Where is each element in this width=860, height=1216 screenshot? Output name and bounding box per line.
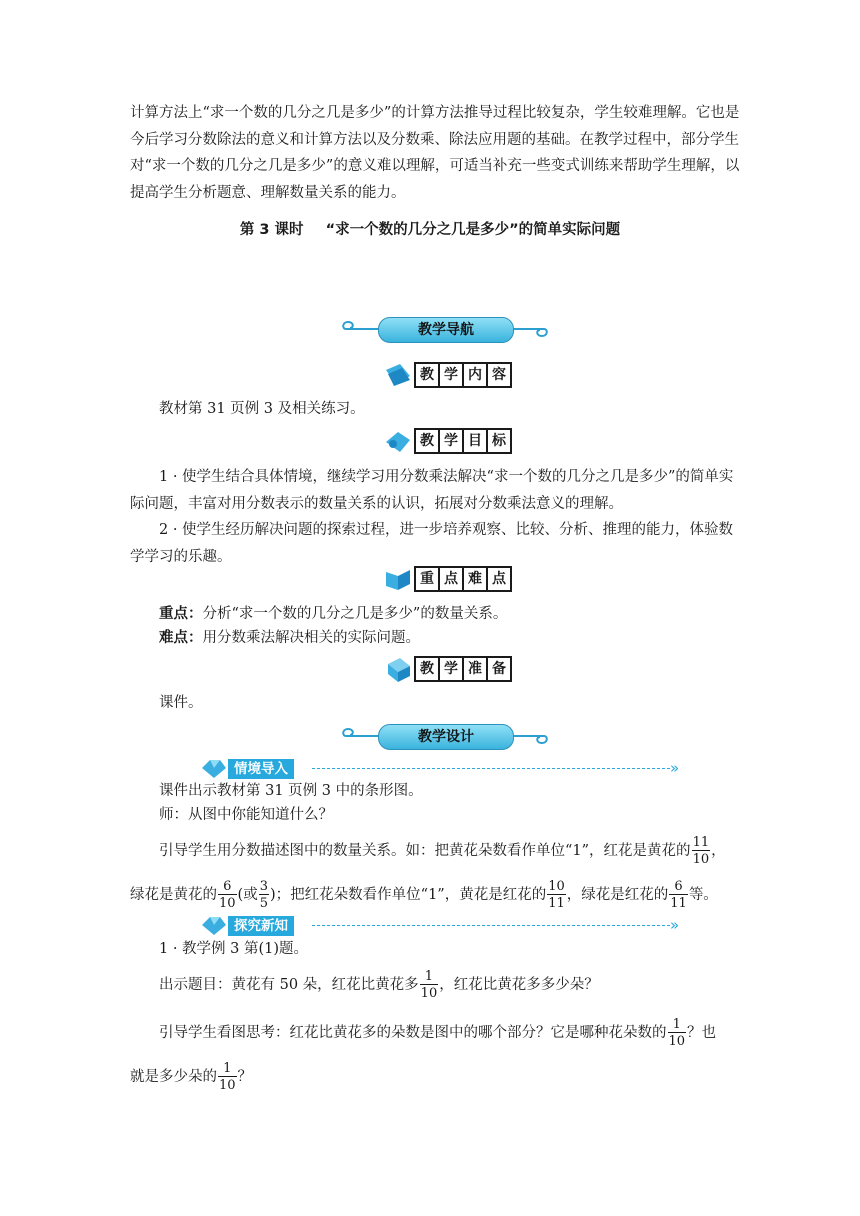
tag-char: 点	[488, 566, 512, 592]
text: 就是多少朵的	[130, 1069, 217, 1085]
section-teaching-goals	[384, 426, 514, 456]
text: ，绿花是红花的	[566, 887, 669, 903]
tag-char: 目	[464, 428, 488, 454]
intro-paragraph: 计算方法上“求一个数的几分之几是多少”的计算方法推导过程比较复杂，学生较难理解。它也是今后学习分数除法的意义和计算方法以及分数乘、除法应用题的基础。在教学过程中，部分学生对“求一个数的几分之几是多少”的意义难以理解，可适当补充一些变式训练来帮助学生理解，以提高学生分析题意、理解数量关系的能力。	[130, 105, 740, 201]
double-chevron-icon: »	[670, 759, 680, 777]
denominator: 10	[219, 896, 236, 911]
numerator: 10	[548, 879, 565, 894]
tag-char: 准	[464, 656, 488, 682]
numerator: 3	[259, 879, 268, 894]
focus-text: 分析“求一个数的几分之几是多少”的数量关系。	[202, 606, 508, 622]
folder-icon	[384, 362, 412, 388]
book-icon	[384, 566, 412, 592]
tag-char: 点	[440, 566, 464, 592]
section-teaching-content	[384, 360, 514, 390]
numerator: 6	[669, 880, 688, 895]
focus-label: 重点：	[159, 606, 203, 622]
text: 等。	[688, 887, 718, 903]
content-text: 教材第 31 页例 3 及相关练习。	[159, 401, 365, 417]
text: ，红花比黄花多多少朵？	[439, 977, 599, 993]
pen-icon	[384, 428, 412, 454]
difficulty-line	[159, 627, 420, 649]
step1-line-1: 课件出示教材第 31 页例 3 中的条形图。	[159, 783, 423, 799]
denominator: 10	[219, 1078, 236, 1093]
numerator: 1	[420, 970, 439, 985]
section-teaching-preparation	[384, 654, 514, 684]
prep-text: 课件。	[159, 695, 203, 711]
teaching-design-banner	[340, 721, 550, 751]
double-chevron-icon: »	[670, 916, 680, 934]
tag-char: 重	[414, 566, 440, 592]
dashed-divider	[312, 768, 670, 769]
text: ？也	[687, 1025, 717, 1041]
fraction	[259, 880, 269, 910]
numerator: 11	[692, 835, 710, 850]
lesson-title	[0, 218, 860, 239]
tag-char: 标	[488, 428, 512, 454]
text: 引导学生用分数描述图中的数量关系。如：把黄花朵数看作单位“1”，红花是黄花的	[159, 843, 691, 859]
goal-2: 2 · 使学生经历解决问题的探索过程，进一步培养观察、比较、分析、推理的能力，体验数学学习的乐趣。	[130, 522, 734, 565]
step-label: 情境导入	[228, 759, 294, 779]
step1-line-2: 师：从图中你能知道什么？	[159, 807, 333, 823]
step1-line-3	[159, 836, 726, 866]
tag-char: 教	[414, 656, 440, 682]
numerator: 6	[218, 880, 237, 895]
denominator: 10	[668, 1034, 686, 1049]
dashed-divider	[312, 925, 670, 926]
text: )；把红花朵数看作单位“1”，黄花是红花的	[270, 887, 547, 903]
fraction	[218, 1062, 237, 1092]
text: 出示题目：黄花有 50 朵，红花比黄花多	[159, 977, 419, 993]
fraction	[420, 970, 439, 1000]
text: ，	[711, 843, 726, 859]
denominator: 11	[548, 896, 565, 911]
gem-icon	[200, 756, 228, 780]
fraction	[218, 880, 237, 910]
difficulty-text: 用分数乘法解决相关的实际问题。	[202, 630, 420, 646]
focus-line	[159, 603, 507, 625]
text: 引导学生看图思考：红花比黄花多的朵数是图中的哪个部分？它是哪种花朵数的	[159, 1025, 667, 1041]
lesson-number: 第 3 课时	[239, 222, 304, 238]
tag-char: 容	[488, 362, 512, 388]
tag-char: 学	[440, 428, 464, 454]
banner-title: 教学设计	[378, 724, 514, 750]
step-label: 探究新知	[228, 916, 294, 936]
tag-char: 教	[414, 362, 440, 388]
step-explore-new	[200, 913, 700, 939]
numerator: 1	[218, 1062, 237, 1077]
tag-char: 学	[440, 656, 464, 682]
step2-line-1: 1 · 教学例 3 第(1)题。	[159, 941, 309, 957]
tag-char: 学	[440, 362, 464, 388]
teaching-navigation-banner	[340, 314, 550, 344]
tag-char: 教	[414, 428, 440, 454]
text: ？	[237, 1069, 253, 1085]
denominator: 5	[259, 896, 268, 911]
goal-1: 1 · 使学生结合具体情境，继续学习用分数乘法解决“求一个数的几分之几是多少”的简单实际问题，丰富对用分数表示的数量关系的认识，拓展对分数乘法意义的理解。	[130, 469, 734, 512]
numerator: 1	[668, 1018, 687, 1033]
fraction	[668, 1018, 687, 1048]
tag-char: 难	[464, 566, 488, 592]
fraction	[547, 880, 566, 910]
step2-line-4	[130, 1062, 252, 1092]
fraction	[692, 836, 711, 866]
denominator: 10	[420, 986, 438, 1001]
lesson-name: “求一个数的几分之几是多少”的简单实际问题	[325, 222, 621, 238]
tag-char: 内	[464, 362, 488, 388]
fraction	[669, 880, 688, 910]
difficulty-label: 难点：	[159, 630, 203, 646]
text: (或	[237, 887, 258, 903]
gem-icon	[200, 913, 228, 937]
denominator: 10	[692, 852, 710, 867]
banner-title: 教学导航	[378, 317, 514, 343]
step1-line-4	[130, 880, 718, 910]
denominator: 11	[670, 896, 687, 911]
step2-line-2	[159, 970, 599, 1000]
text: 绿花是黄花的	[130, 887, 217, 903]
step-scenario-intro	[200, 756, 700, 782]
tag-char: 备	[488, 656, 512, 682]
step2-line-3	[159, 1018, 716, 1048]
section-key-points	[384, 564, 514, 594]
cube-icon	[384, 656, 412, 682]
